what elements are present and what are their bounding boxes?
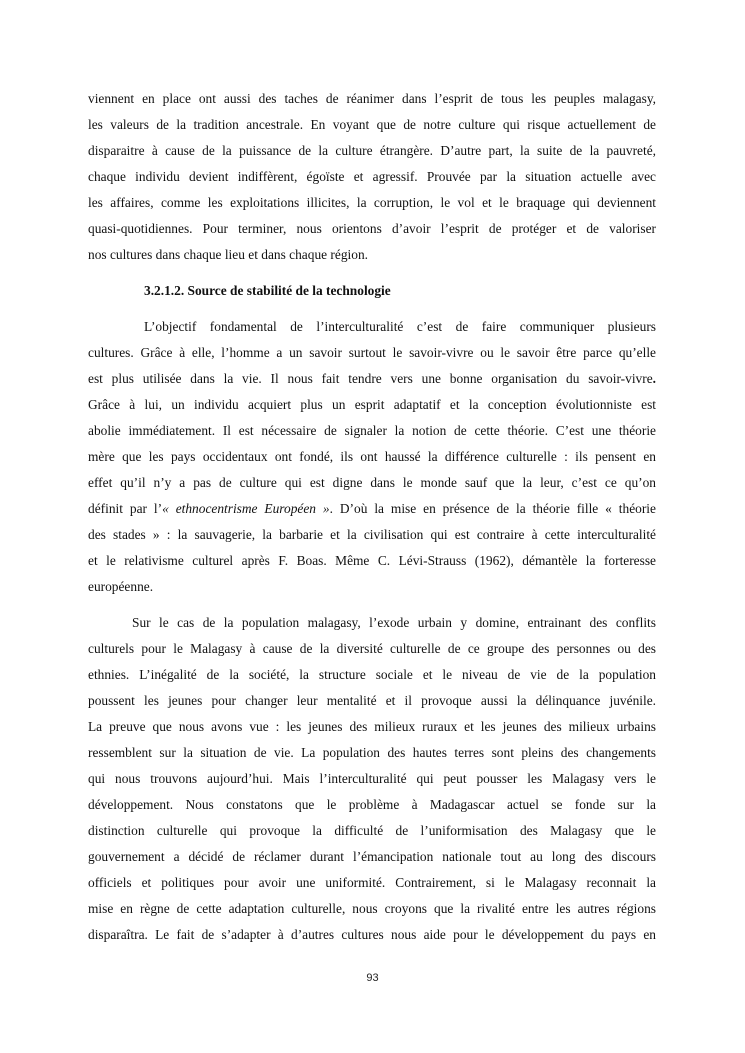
text-line: européenne. [88,579,154,594]
text-line: les valeurs de la tradition ancestrale. En voyant que de notre culture qui risque actuellement de [88,117,656,132]
text-line: mère que les pays occidentaux ont fondé, ils ont haussé la différence culturelle : ils pensent en [88,449,656,464]
text-line: abolie immédiatement. Il est nécessaire de signaler la notion de cette théorie. C’est une théorie [88,423,656,438]
text-line: La preuve que nous avons vue : les jeunes des milieux ruraux et les jeunes des milieux urbains [88,719,656,734]
text-line: cultures. Grâce à elle, l’homme a un savoir surtout le savoir-vivre ou le savoir être parce qu’elle [88,345,656,360]
paragraph-3 [88,610,656,948]
text-line: les affaires, comme les exploitations illicites, la corruption, le vol et le braquage qui deviennent [88,195,656,210]
text-fragment: définit par l’ [88,501,163,516]
text-fragment: est plus utilisée dans la vie. Il nous fait tendre vers une bonne organisation du savoir-vivre [88,371,653,386]
text-line: et le relativisme culturel après F. Boas. Même C. Lévi-Strauss (1962), démantèle la forteresse [88,553,656,568]
text-line-compound [88,366,656,392]
text-line: officiels et politiques pour avoir une uniformité. Contrairement, si le Malagasy reconnait la [88,875,656,890]
text-line: développement. Nous constatons que le problème à Madagascar actuel se fonde sur la [88,797,656,812]
paragraph-gap [88,600,656,610]
bold-period: . [652,371,656,386]
page-number: 93 [366,972,379,984]
paragraph-2 [88,314,656,600]
text-line: qui nous trouvons aujourd’hui. Mais l’interculturalité qui peut pousser les Malagasy vers le [88,771,656,786]
text-line: chaque individu devient indiffèrent, égoïste et agressif. Prouvée par la situation actuelle avec [88,169,656,184]
text-line: ressemblent sur la situation de vie. La population des hautes terres sont pleins des changements [88,745,656,760]
text-line: poussent les jeunes pour changer leur mentalité et il provoque aussi la délinquance juvénile. [88,693,656,708]
text-line: gouvernement a décidé de réclamer durant l’émancipation nationale tout au long des discours [88,849,656,864]
text-line: nos cultures dans chaque lieu et dans chaque région. [88,247,368,262]
text-line: mise en règne de cette adaptation culturelle, nous croyons que la rivalité entre les autres régions [88,901,656,916]
italic-term: « ethnocentrisme Européen » [162,501,330,516]
text-line: disparaîtra. Le fait de s’adapter à d’autres cultures nous aide pour le développement du pays en [88,927,656,942]
text-line: effet qu’il n’y a pas de culture qui est digne dans le monde sauf que la leur, c’est ce qu’on [88,475,656,490]
text-line: distinction culturelle qui provoque la difficulté de l’uniformisation des Malagasy que le [88,823,656,838]
page-body [88,86,656,948]
text-line: ethnies. L’inégalité de la société, la structure sociale et le niveau de vie de la population [88,667,656,682]
text-line: Grâce à lui, un individu acquiert plus un esprit adaptatif et la conception évolutionniste est [88,397,656,412]
text-line: quasi-quotidiennes. Pour terminer, nous orientons d’avoir l’esprit de protéger et de valoriser [88,221,656,236]
text-line: viennent en place ont aussi des taches de réanimer dans l’esprit de tous les peuples malagasy, [88,91,656,106]
text-line: disparaitre à cause de la puissance de la culture étrangère. D’autre part, la suite de la pauvreté, [88,143,656,158]
text-line: Sur le cas de la population malagasy, l’exode urbain y domine, entrainant des conflits [132,615,656,630]
section-heading: 3.2.1.2. Source de stabilité de la technologie [144,283,391,298]
text-line: L’objectif fondamental de l’interculturalité c’est de faire communiquer plusieurs [144,319,656,334]
paragraph-1 [88,86,656,268]
text-line: des stades » : la sauvagerie, la barbarie et la civilisation qui est contraire à cette interculturalité [88,527,656,542]
text-fragment: . D’où la mise en présence de la théorie fille « théorie [329,501,656,516]
text-line: culturels pour le Malagasy à cause de la diversité culturelle de ce groupe des personnes ou des [88,641,656,656]
text-line-compound [88,496,656,522]
